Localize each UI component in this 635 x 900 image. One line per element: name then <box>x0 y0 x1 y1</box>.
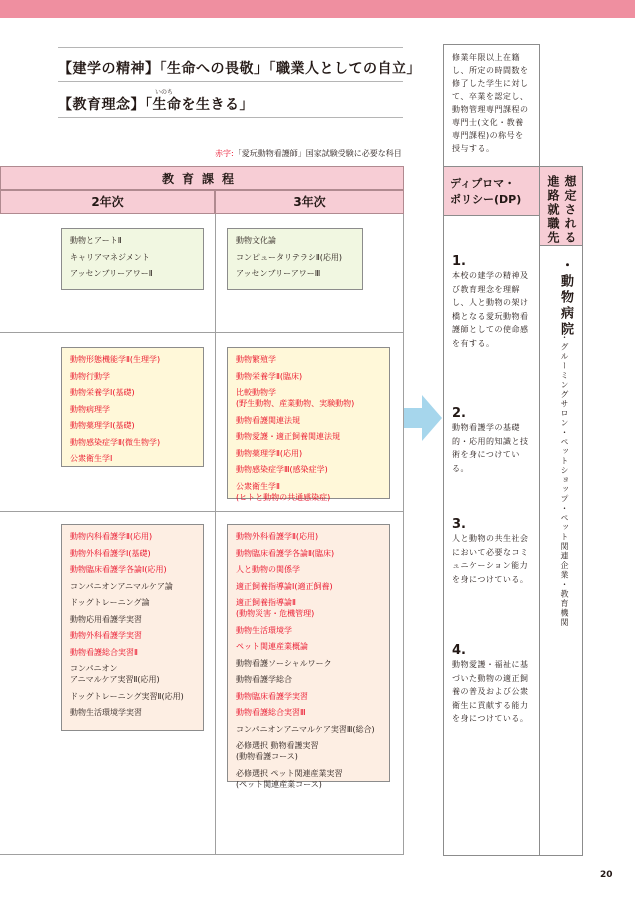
subject-item: (野生動物、産業動物、実験動物) <box>236 399 355 408</box>
row-divider-1 <box>0 332 404 333</box>
subject-item: 公衆衛生学Ⅱ <box>236 481 280 491</box>
subject-item: 動物内科看護学Ⅱ(応用) <box>70 532 153 541</box>
career-header-col2: 進路就職先 <box>546 175 560 245</box>
subject-item: 動物病理学 <box>70 404 110 414</box>
dp-item-text: 本校の建学の精神及び教育理念を理解し、人と動物の架け橋となる愛玩動物看護師としての使命感を有する。 <box>452 271 529 348</box>
subject-item: 動物文化論 <box>236 236 276 245</box>
subject-item: 動物応用看護学実習 <box>70 614 142 624</box>
subject-item: ドッグトレーニング論 <box>70 598 150 607</box>
subject-item: 人と動物の関係学 <box>236 565 300 574</box>
subject-item: 公衆衛生学Ⅰ <box>70 454 113 463</box>
subject-item: 動物外科看護学Ⅱ(応用) <box>236 532 319 541</box>
note-text: 「愛玩動物看護師」国家試験受験に必要な科目 <box>233 149 402 158</box>
row-divider-2 <box>0 511 404 512</box>
dp-item-text: 動物愛護・福祉に基づいた動物の適正飼養の普及および公衆衛生に貢献する能力を身につけている。 <box>452 660 529 723</box>
year2-basic-subjects <box>61 347 204 467</box>
subject-item: 動物行動学 <box>70 371 110 381</box>
subject-item: アッセンブリーアワーⅢ <box>236 269 321 278</box>
subject-item: キャリアマネジメント <box>70 252 150 262</box>
founding-spirit: 【建学の精神】「生命への畏敬」「職業人としての自立」 <box>58 61 421 77</box>
subject-item: (動物看護コース) <box>236 752 298 761</box>
subject-item: 動物外科看護学実習 <box>70 631 142 640</box>
subject-item: 必修選択 ペット関連産業実習 <box>236 768 343 778</box>
year3-general-subjects <box>227 228 363 290</box>
dp-item-3 <box>452 517 536 586</box>
subject-item: 動物繁殖学 <box>236 355 276 364</box>
subject-item: アッセンブリーアワーⅡ <box>70 269 153 278</box>
subject-item: 動物看護関連法規 <box>236 415 300 425</box>
career-header-col1: 想定される <box>563 175 577 245</box>
subject-item: 動物とアートⅡ <box>70 236 122 245</box>
subject-item: (動物災害・危機管理) <box>236 609 315 618</box>
dp-item-text: 動物看護学の基礎的・応用的知識と技術を身につけている。 <box>452 423 529 473</box>
career-other-destinations: ・グルーミングサロン・ペットショップ・ペット関連企業・教育機関 <box>560 333 569 628</box>
subject-item: 動物外科看護学Ⅰ(基礎) <box>70 548 151 558</box>
subject-item: 必修選択 動物看護実習 <box>236 741 319 750</box>
year2-header <box>0 190 215 214</box>
subject-item: 動物形態機能学Ⅱ(生理学) <box>70 355 161 364</box>
page-number: 20 <box>600 870 613 880</box>
required-subject-note <box>215 148 402 159</box>
subject-item: 動物栄養学Ⅰ(基礎) <box>70 388 135 397</box>
year3-nursing-subjects <box>227 524 390 789</box>
subject-item: コンパニオンアニマルケア実習Ⅲ(総合) <box>236 724 375 734</box>
subject-item: コンパニオンアニマルケア論 <box>70 581 173 591</box>
dp-item-number: 3. <box>452 517 466 532</box>
top-color-bar <box>0 0 635 18</box>
career-main-destination: ・動物病院 <box>558 258 573 338</box>
year3-header <box>215 190 404 214</box>
column-divider <box>215 214 216 854</box>
subject-item: 動物臨床看護学各論Ⅱ(臨床) <box>236 548 335 558</box>
subject-item: コンパニオン <box>70 664 118 673</box>
subject-item: 比較動物学 <box>236 388 276 397</box>
motto-middle-rule <box>58 81 403 82</box>
career-header <box>540 166 583 246</box>
subject-item: 動物看護ソーシャルワーク <box>236 658 332 668</box>
diploma-policy-header <box>443 166 540 216</box>
dp-header-line1: ディプロマ・ <box>450 177 516 190</box>
subject-item: (ペット関連産業コース) <box>236 779 322 789</box>
dp-item-number: 2. <box>452 406 466 421</box>
subject-item: 動物薬理学Ⅰ(基礎) <box>70 421 135 430</box>
ruby-inochi: いのち <box>155 89 174 96</box>
dp-header-line2: ポリシー(DP) <box>450 193 522 206</box>
table-bottom-border <box>0 854 404 855</box>
subject-item: 動物感染症学Ⅲ(感染症学) <box>236 465 328 474</box>
subject-item: 動物臨床看護学実習 <box>236 691 308 701</box>
year3-label: 3年次 <box>293 195 326 209</box>
year2-general-subjects <box>61 228 204 290</box>
dp-item-1 <box>452 254 536 350</box>
dp-item-2 <box>452 406 536 475</box>
year3-basic-subjects <box>227 347 390 502</box>
subject-item: 適正飼養指導論Ⅰ(適正飼養) <box>236 581 333 591</box>
curriculum-title: 教育課程 <box>161 172 242 186</box>
dp-item-4 <box>452 643 536 726</box>
dp-item-number: 4. <box>452 643 466 658</box>
subject-item: 動物薬理学Ⅱ(応用) <box>236 448 303 458</box>
education-philosophy: 【教育理念】「生命を生きる」 <box>58 97 254 113</box>
table-right-border <box>403 214 404 854</box>
subject-item: 適正飼養指導論Ⅱ <box>236 598 296 607</box>
motto-bottom-rule <box>58 117 403 118</box>
motto-top-rule <box>58 47 403 48</box>
subject-item: 動物愛護・適正飼養関連法規 <box>236 432 340 441</box>
note-prefix: 赤字: <box>215 149 234 158</box>
subject-item: アニマルケア実習Ⅱ(応用) <box>70 675 160 684</box>
year2-nursing-subjects <box>61 524 204 731</box>
dp-item-text: 人と動物の共生社会において必要なコミュニケーション能力を身につけている。 <box>452 534 529 584</box>
subject-item: コンピュータリテラシⅡ(応用) <box>236 252 343 262</box>
dp-item-number: 1. <box>452 254 466 269</box>
subject-item: (ヒトと動物の共通感染症) <box>236 492 331 502</box>
arrow-right-icon <box>404 395 442 441</box>
subject-item: 動物看護総合実習Ⅱ <box>70 647 138 657</box>
subject-item: 動物臨床看護学各論Ⅰ(応用) <box>70 565 167 574</box>
subject-item: 動物生活環境学 <box>236 625 292 635</box>
subject-item: ドッグトレーニング実習Ⅱ(応用) <box>70 691 184 701</box>
year2-label: 2年次 <box>91 195 124 209</box>
subject-item: 動物感染症学Ⅱ(微生物学) <box>70 437 161 447</box>
curriculum-header <box>0 166 404 190</box>
diploma-intro: 修業年限以上在籍し、所定の時間数を修了した学生に対して、卒業を認定し、動物管理専門課程の専門士(文化・教養専門課程)の称号を授与する。 <box>452 53 529 153</box>
subject-item: ペット関連産業概論 <box>236 642 308 651</box>
subject-item: 動物栄養学Ⅱ(臨床) <box>236 371 303 381</box>
subject-item: 動物看護学総合 <box>236 675 292 684</box>
subject-item: 動物看護総合実習Ⅲ <box>236 708 306 717</box>
subject-item: 動物生活環境学実習 <box>70 708 142 717</box>
